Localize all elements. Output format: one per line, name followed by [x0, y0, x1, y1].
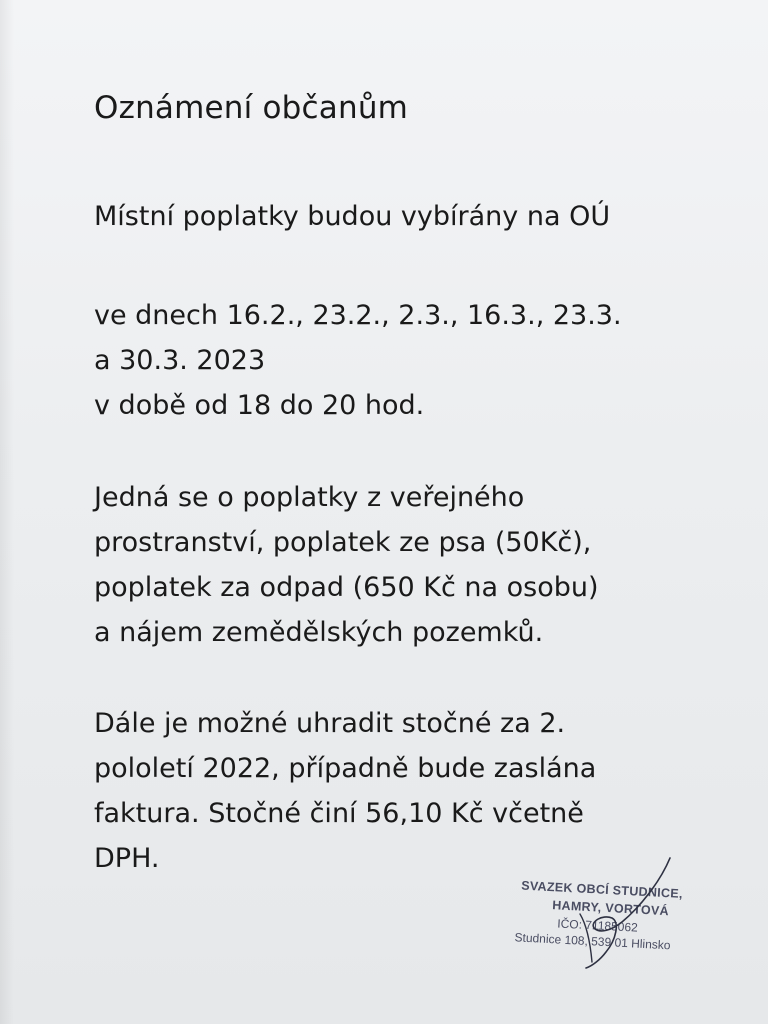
paragraph-dates — [94, 296, 622, 426]
stamp-line: IČO: 71185062 — [557, 916, 639, 935]
handwritten-signature — [520, 852, 720, 972]
notice-title: Oznámení občanům — [94, 90, 409, 126]
text-line: Jedná se o poplatky z veřejného — [94, 482, 525, 513]
text-line: faktura. Stočné činí 56,10 Kč včetně — [94, 798, 584, 829]
text-line: Místní poplatky budou vybírány na OÚ — [94, 201, 611, 232]
text-line: ve dnech 16.2., 23.2., 2.3., 16.3., 23.3. — [94, 300, 622, 331]
paragraph-collection-place — [94, 197, 610, 237]
text-line: pololetí 2022, případně bude zaslána — [94, 753, 597, 784]
stamp-line: Studnice 108, 539 01 Hlinsko — [514, 930, 671, 953]
stamp-line: SVAZEK OBCÍ STUDNICE, — [520, 878, 684, 901]
text-line: a 30.3. 2023 — [94, 345, 266, 376]
text-line: DPH. — [94, 843, 160, 874]
text-line: prostranství, poplatek ze psa (50Kč), — [94, 527, 592, 558]
text-line: v době od 18 do 20 hod. — [94, 390, 425, 421]
paragraph-fees — [94, 478, 599, 653]
text-line: Dále je možné uhradit stočné za 2. — [94, 708, 566, 739]
paper-shadow — [0, 0, 14, 1024]
text-line: a nájem zemědělských pozemků. — [94, 617, 544, 648]
stamp-line: HAMRY, VORTOVÁ — [551, 898, 670, 919]
text-line: poplatek za odpad (650 Kč na osobu) — [94, 572, 599, 603]
